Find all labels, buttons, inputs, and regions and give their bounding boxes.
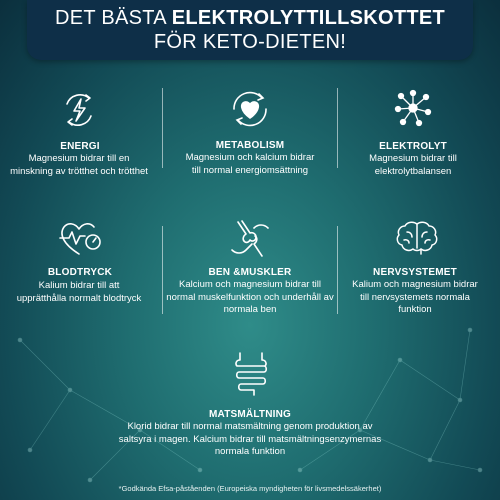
divider-top-left (162, 88, 163, 168)
footnote: *Godkända Efsa-påståenden (Europeiska myndigheten för livsmedelssäkerhet) (118, 484, 382, 493)
title-banner (27, 0, 473, 60)
feature-description: Magnesium och kalcium bidrar till normal energiomsättning (185, 152, 315, 176)
energy-cycle-icon (59, 90, 99, 130)
molecule-icon (393, 88, 433, 128)
title-line-2 (154, 30, 346, 54)
feature-description: Kalcium och magnesium bidrar till normal muskelfunktion och underhåll av normala ben (166, 279, 334, 315)
feature-description: Klorid bidrar till normal matsmältning genom produktion av saltsyra i magen. Kalcium bidrar till matsmältningsenzymernas normala funktion (118, 421, 382, 457)
feature-description: Magnesium bidrar till en minskning av trötthet och trötthet (10, 153, 148, 177)
feature-title: METABOLISM (215, 140, 285, 151)
title-prefix: DET BÄSTA (54, 7, 172, 29)
feature-description: Kalium och magnesium bidrar till nervsystemets normala funktion (352, 279, 478, 315)
title-line-1 (55, 6, 445, 30)
feature-title: BLODTRYCK (47, 267, 113, 278)
feature-title: ELEKTROLYT (379, 141, 447, 152)
feature-description: Magnesium bidrar till elektrolytbalansen (369, 153, 457, 177)
feature-title: NERVSYSTEMET (373, 267, 457, 278)
divider-top-right (337, 88, 338, 168)
intestine-icon (232, 350, 270, 396)
title-bold: ELEKTROLYTTILLSKOTTET (171, 7, 446, 29)
brain-icon (395, 220, 439, 256)
feature-title: BEN &MUSKLER (208, 267, 292, 278)
heart-pulse-gauge-icon (57, 218, 103, 258)
feature-description: Kalium bidrar till att upprätthålla normalt blodtryck (16, 280, 142, 304)
title-line-2-text: FÖR KETO-DIETEN! (153, 31, 347, 53)
divider-mid-left (162, 226, 163, 314)
heart-cycle-icon (228, 87, 272, 131)
feature-title: ENERGI (60, 141, 100, 152)
divider-mid-right (337, 226, 338, 314)
feature-title: MATSMÄLTNING (208, 409, 291, 420)
bone-joint-icon (228, 218, 272, 260)
